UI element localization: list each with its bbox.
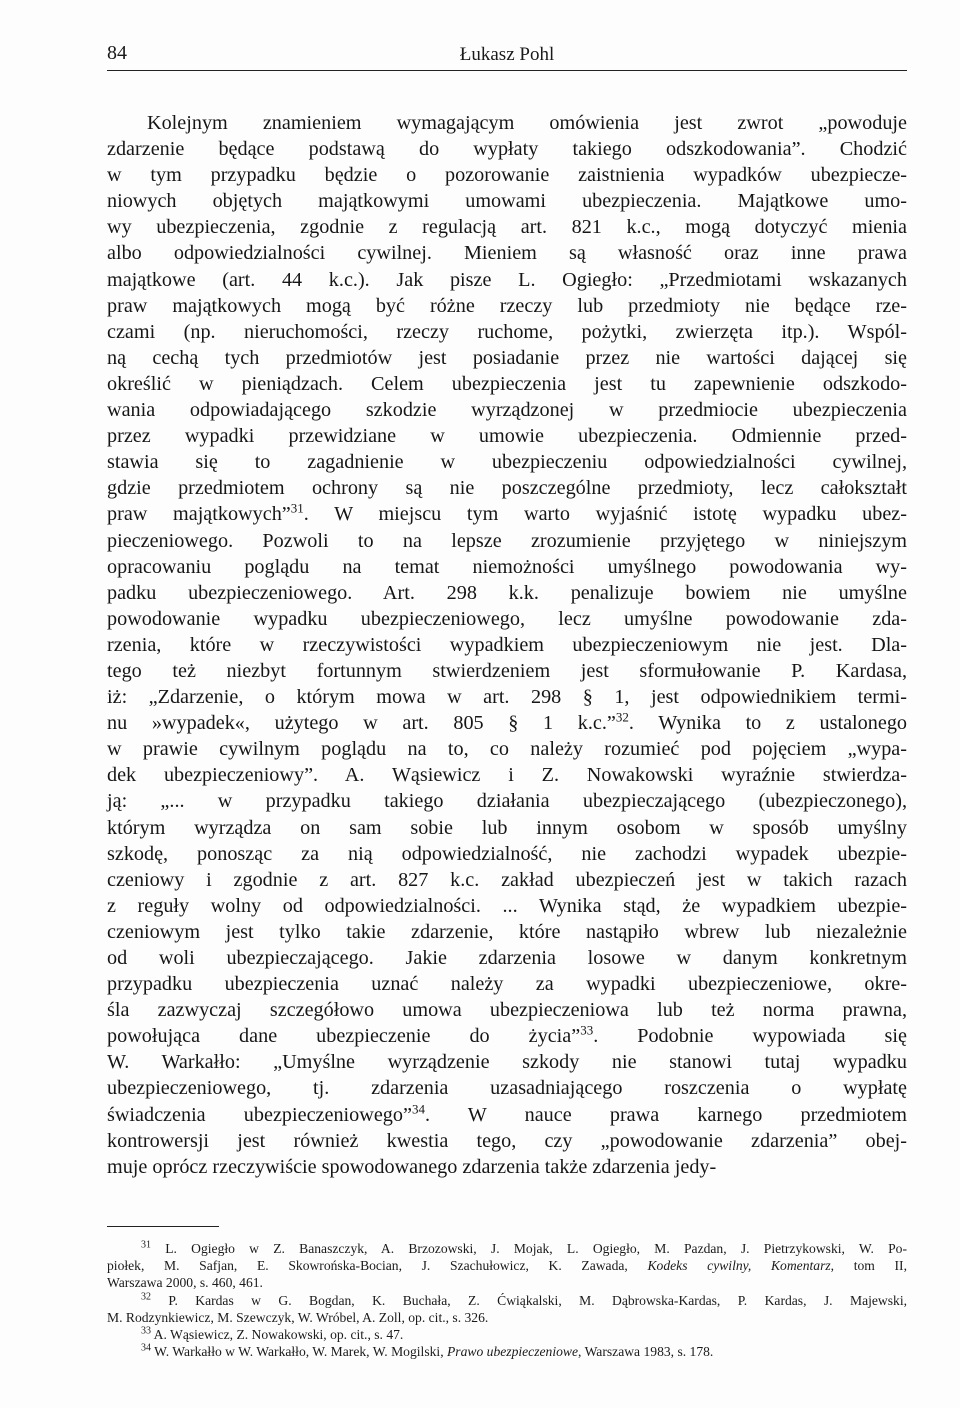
body-line: majątkowe (art. 44 k.c.). Jak pisze L. Ogiegło: „Przedmiotami wskazanych [107, 268, 907, 291]
footnote-number: 34 [141, 1342, 151, 1354]
body-line: czeniowy i zgodnie z art. 827 k.c. zakład ubezpieczeń jest w takich razach [107, 868, 907, 891]
footnote-text: piołek, M. Safjan, E. Skowrońska-Bocian, J. Szachułowicz, K. Zawada, [107, 1258, 648, 1274]
body-line: opracowaniu poglądu na temat niemożności umyślnego powodowania wy- [107, 555, 907, 578]
body-line: albo odpowiedzialności cywilnej. Mieniem są własność oraz inne prawa [107, 242, 907, 265]
footnote-text: Warszawa 2000, s. 460, 461. [107, 1275, 263, 1291]
body-line-text: nu »wypadek«, użytego w art. 805 § 1 k.c.” [107, 712, 616, 735]
body-line [107, 1023, 907, 1049]
body-line-text: świadczenia ubezpieczeniowego” [107, 1103, 412, 1126]
page-header [107, 42, 907, 72]
footnote [107, 1292, 907, 1326]
footnote-title: Prawo ubezpieczeniowe [447, 1344, 579, 1360]
body-line: zdarzenie będące podstawą do wypłaty takiego odszkodowania”. Chodzić [107, 138, 907, 161]
footnote-text: A. Wąsiewicz, Z. Nowakowski, op. cit., s. 47. [153, 1326, 404, 1342]
body-line: stawia się to zagadnienie w ubezpieczeniu odpowiedzialności cywilnej, [107, 451, 907, 474]
body-line: wy ubezpieczenia, zgodnie z regulacją art. 821 k.c., mogą dotyczyć mienia [107, 216, 907, 239]
footnote [107, 1326, 907, 1343]
footnote [107, 1240, 907, 1292]
body-line: ną cechą tych przedmiotów jest posiadanie przez nie wartości dającej się [107, 346, 907, 369]
footnote-line [107, 1309, 907, 1326]
footnote-line [107, 1343, 907, 1360]
footnote-line [107, 1292, 907, 1309]
body-line: z reguły wolny od odpowiedzialności. ... Wynika stąd, że wypadkiem ubezpie- [107, 894, 907, 917]
footnote-title: Kodeks cywilny, Komentarz [647, 1258, 831, 1274]
footnote-text: W. Warkałło w W. Warkałło, W. Marek, W. Mogilski, [154, 1344, 447, 1360]
body-line: padku ubezpieczeniowego. Art. 298 k.k. penalizuje bowiem nie umyślne [107, 581, 907, 604]
body-line: gdzie przedmiotem ochrony są nie poszczególne przedmioty, lecz całokształt [107, 477, 907, 500]
footnote-text: M. Rodzynkiewicz, M. Szewczyk, W. Wróbel, A. Zoll, op. cit., s. 326. [107, 1309, 489, 1325]
footnote-line [107, 1240, 907, 1257]
page-number: 84 [107, 42, 127, 64]
header-rule [107, 70, 907, 71]
footnote-number: 31 [141, 1239, 151, 1251]
body-line [107, 501, 907, 527]
body-line: rzenia, które w rzeczywistości wypadkiem ubezpieczeniowym nie jest. Dla- [107, 633, 907, 656]
body-line: praw majątkowych mogą być różne rzeczy lub przedmioty nie będące rze- [107, 294, 907, 317]
body-line-text: powołująca dane ubezpieczenie do życia” [107, 1025, 581, 1048]
running-head: Łukasz Pohl [459, 44, 555, 65]
body-line: ją: „... w przypadku takiego działania ubezpieczającego (ubezpieczonego), [107, 790, 907, 813]
body-line: w tym przypadku będzie o pozorowanie zaistnienia wypadków ubezpiecze- [107, 164, 907, 187]
body-line: pieczeniowego. Pozwoli to na lepsze zrozumienie przyjętego w niniejszym [107, 529, 907, 552]
footnote-reference: 32 [615, 709, 629, 725]
footnote-text: L. Ogiegło w Z. Banaszczyk, A. Brzozowski, J. Mojak, L. Ogiegło, M. Pazdan, J. Pietrzykowski, W. Po- [165, 1241, 907, 1256]
body-line [107, 1102, 907, 1128]
body-line: niowych objętych majątkowymi umowami ubezpieczenia. Majątkowe umo- [107, 190, 907, 213]
body-line: w prawie cywilnym poglądu na to, co należy rozumieć pod pojęciem „wypa- [107, 738, 907, 761]
footnote-number: 32 [141, 1291, 151, 1303]
footnotes [107, 1240, 907, 1360]
body-line: W. Warkałło: „Umyślne wyrządzenie szkody nie stanowi tutaj wypadku [107, 1051, 907, 1074]
body-text [107, 110, 907, 1180]
body-line-text: . Podobnie wypowiada się [593, 1025, 907, 1048]
body-line: czami (np. nieruchomości, rzeczy ruchome, pożytki, zwierzęta itp.). Wspól- [107, 320, 907, 343]
footnote-rule [107, 1226, 219, 1227]
body-line: iż: „Zdarzenie, o którym mowa w art. 298 § 1, jest odpowiednikiem termi- [107, 686, 907, 709]
footnote-text: , Warszawa 1983, s. 178. [578, 1344, 714, 1360]
body-line-text: . W nauce prawa karnego przedmiotem [424, 1103, 907, 1126]
body-line: powodowanie wypadku ubezpieczeniowego, lecz umyślne powodowanie zda- [107, 607, 907, 630]
body-line [107, 710, 907, 736]
footnote-text: P. Kardas w G. Bogdan, K. Buchała, Z. Ćwiąkalski, M. Dąbrowska-Kardas, P. Kardas, J. Majewski, [168, 1292, 907, 1308]
body-line: tego też niezbyt fortunnym stwierdzeniem jest sformułowanie P. Kardasa, [107, 659, 907, 682]
body-line-text: . W miejscu tym warto wyjaśnić istotę wypadku ubez- [303, 503, 907, 526]
footnote-text: , tom II, [830, 1258, 907, 1274]
body-line: szkodę, ponosząc za nią odpowiedzialność, nie zachodzi wypadek ubezpie- [107, 842, 907, 865]
body-line: muje oprócz rzeczywiście spowodowanego zdarzenia także zdarzenia jedy- [107, 1155, 717, 1178]
footnote-line [107, 1274, 907, 1291]
body-line-text: praw majątkowych” [107, 503, 291, 526]
body-line-text: . Wynika to z ustalonego [628, 712, 908, 735]
body-line: którym wyrządza on sam sobie lub innym osobom w sposób umyślny [107, 816, 907, 839]
body-line: kontrowersji jest również kwestia tego, czy „powodowanie zdarzenia” obej- [107, 1129, 907, 1152]
body-line: śla zazwyczaj szczegółowo umowa ubezpieczeniowa lub też norma prawna, [107, 999, 907, 1022]
body-line: wania odpowiadającego szkodzie wyrządzonej w przedmiocie ubezpieczenia [107, 399, 907, 422]
footnote-line [107, 1257, 907, 1274]
footnote-line [107, 1326, 907, 1343]
footnote-reference: 34 [411, 1100, 425, 1116]
body-line: dek ubezpieczeniowy”. A. Wąsiewicz i Z. Nowakowski wyraźnie stwierdza- [107, 764, 907, 787]
footnote-reference: 31 [290, 500, 304, 516]
body-line: od woli ubezpieczającego. Jakie zdarzenia losowe w danym konkretnym [107, 947, 907, 969]
body-line: Kolejnym znamieniem wymagającym omówienia jest zwrot „powoduje [147, 112, 907, 134]
body-line: określić w pieniądzach. Celem ubezpieczenia jest tu zapewnienie odszkodo- [107, 372, 907, 395]
footnote-reference: 33 [580, 1022, 594, 1038]
footnote [107, 1343, 907, 1360]
body-line: ubezpieczeniowego, tj. zdarzenia uzasadniającego roszczenia o wypłatę [107, 1077, 907, 1100]
body-line: czeniowym jest tylko takie zdarzenie, które nastąpiło wbrew lub niezależnie [107, 920, 907, 943]
footnote-number: 33 [141, 1325, 151, 1337]
body-line: przez wypadki przewidziane w umowie ubezpieczenia. Odmiennie przed- [107, 425, 907, 448]
body-line: przypadku ubezpieczenia uznać należy za wypadki ubezpieczeniowe, okre- [107, 973, 907, 996]
